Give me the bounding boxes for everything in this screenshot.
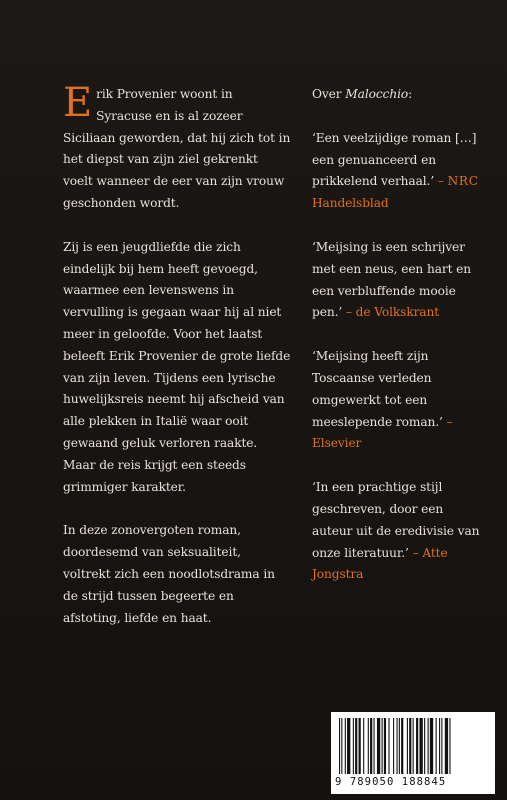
press-quote-4 [312,477,480,586]
press-quote-1 [312,128,480,215]
quote-dash: – [442,414,453,429]
quotes-heading-prefix: Over [312,87,346,101]
quotes-heading [312,84,480,106]
quote-text: ‘Een veelzijdige roman […] een genuanceerd en prikkelend verhaal.’ [312,130,477,189]
blurb-column [63,80,291,651]
barcode-bars-icon [337,718,489,774]
blurb-paragraph-3: In deze zonovergoten roman, doordesemd van seksualiteit, voltrekt zich een noodlotsdrama in de strijd tussen begeerte en afstoting, liefde en haat. [63,523,275,625]
quote-source: Handelsblad [312,196,389,211]
blurb-paragraph-2: Zij is een jeugdliefde die zich eindelijk bij hem heeft gevoegd, waarmee een levenswens in vervulling is gegaan waar hij al niet meer in geloofde. Voor het laatst beleeft Erik Provenier de grote liefde van zijn leven. Tijdens een lyrische huwelijksreis neemt hij afscheid van alle plekken in Italië waar ooit gewaand geluk verloren raakte. Maar de reis krijgt een steeds grimmiger karakter. [63,239,291,494]
press-quote-2 [312,237,480,324]
quotes-heading-title: Malocchio [345,87,409,101]
blurb-paragraph-1-text: rik Provenier woont in Syracuse en is al zozeer Siciliaan geworden, dat hij zich tot in het diepst van zijn ziel gekrenkt voelt wanneer de eer van zijn vrouw geschonden wordt. [63,87,291,210]
press-quote-3 [312,346,480,455]
quote-dash: – [408,545,423,560]
quote-source-caps: NRC [447,174,479,189]
press-quotes-column [312,84,480,608]
quote-source: Atte Jongstra [312,545,448,582]
quote-dash: – [434,174,448,189]
quote-source: Elsevier [312,436,362,451]
quote-text: ‘In een prachtige stijl geschreven, door een auteur uit de eredivisie van onze literatuur.’ [312,480,480,560]
isbn-number: 9 789050 188845 [335,776,447,788]
quote-source: de Volkskrant [355,305,440,320]
quote-text: ‘Meijsing heeft zijn Toscaanse verleden omgewerkt tot een meeslepende roman.’ [312,349,443,429]
quotes-heading-suffix: : [408,87,413,101]
drop-cap: E [63,80,93,126]
isbn-barcode [331,712,495,794]
quote-dash: – [342,305,356,320]
blurb-paragraph-1 [63,80,291,215]
quote-text: ‘Meijsing is een schrijver met een neus, een hart en een verbluffende mooie pen.’ [312,239,472,320]
